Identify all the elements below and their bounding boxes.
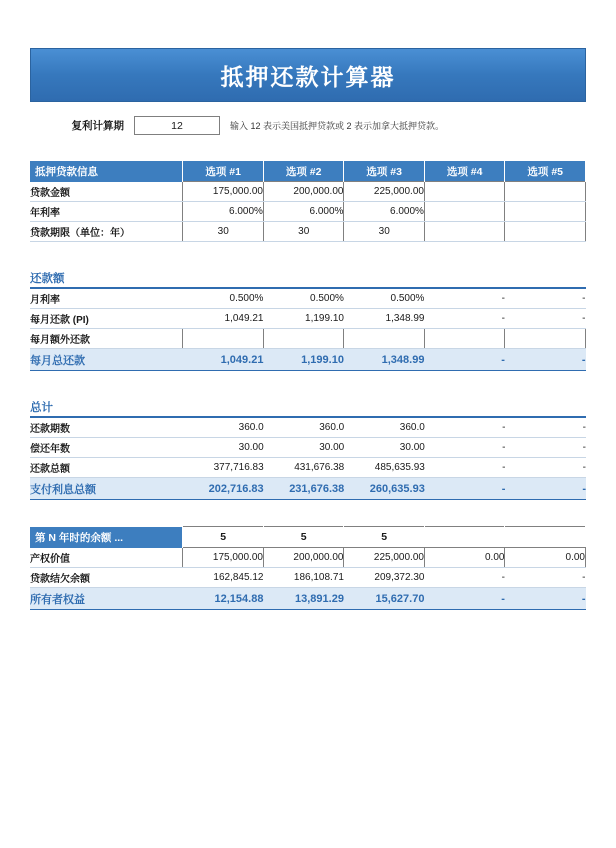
column-header-option-5: 选项 #5 <box>505 161 586 182</box>
spacer-cell <box>425 397 506 417</box>
value-total-interest-2: 231,676.38 <box>264 478 345 500</box>
input-annual-rate-5[interactable] <box>505 202 586 222</box>
input-balance-year-4[interactable] <box>424 527 505 548</box>
input-loan-amount-4[interactable] <box>424 182 505 202</box>
spacer-cell <box>183 397 264 417</box>
value-total-payments-3: 485,635.93 <box>344 458 425 478</box>
value-owner-equity-3: 15,627.70 <box>344 588 425 610</box>
row-label-total-monthly-payment: 每月总还款 <box>30 349 183 371</box>
payment-table <box>30 268 586 371</box>
input-loan-amount-5[interactable] <box>505 182 586 202</box>
input-loan-term-2[interactable]: 30 <box>263 222 344 242</box>
row-label-years-to-payoff: 偿还年数 <box>30 438 183 458</box>
spacer-cell <box>424 268 505 288</box>
value-monthly-rate-2: 0.500% <box>263 288 344 309</box>
value-monthly-payment-5: - <box>505 309 586 329</box>
compound-period-input[interactable]: 12 <box>134 116 220 135</box>
value-loan-balance-3: 209,372.30 <box>344 568 425 588</box>
compound-period-note: 输入 12 表示美国抵押贷款或 2 表示加拿大抵押贷款。 <box>230 121 445 131</box>
input-loan-term-3[interactable]: 30 <box>344 222 425 242</box>
input-annual-rate-3[interactable]: 6.000% <box>344 202 425 222</box>
value-monthly-rate-5: - <box>505 288 586 309</box>
input-loan-term-5[interactable] <box>505 222 586 242</box>
loan-info-table <box>30 161 586 242</box>
row-label-annual-rate: 年利率 <box>30 202 183 222</box>
spacer-cell <box>344 397 425 417</box>
table-row <box>30 568 586 588</box>
value-total-monthly-payment-2: 1,199.10 <box>263 349 344 371</box>
loan-info-header: 抵押贷款信息 <box>30 161 183 182</box>
summary-section-header: 总计 <box>30 397 183 417</box>
value-years-to-payoff-3: 30.00 <box>344 438 425 458</box>
input-extra-payment-4[interactable] <box>424 329 505 349</box>
table-row <box>30 548 586 568</box>
value-monthly-payment-4: - <box>424 309 505 329</box>
summary-table <box>30 397 586 500</box>
value-total-monthly-payment-1: 1,049.21 <box>183 349 264 371</box>
value-total-interest-5: - <box>505 478 586 500</box>
value-total-interest-4: - <box>425 478 506 500</box>
value-total-payments-2: 431,676.38 <box>264 458 345 478</box>
value-owner-equity-5: - <box>505 588 586 610</box>
value-total-payments-4: - <box>425 458 506 478</box>
value-total-monthly-payment-5: - <box>505 349 586 371</box>
value-total-interest-3: 260,635.93 <box>344 478 425 500</box>
input-property-value-2[interactable]: 200,000.00 <box>263 548 344 568</box>
input-balance-year-3[interactable]: 5 <box>344 527 425 548</box>
input-balance-year-5[interactable] <box>505 527 586 548</box>
spacer-cell <box>505 397 586 417</box>
value-number-of-payments-4: - <box>425 417 506 438</box>
spacer-cell <box>183 268 264 288</box>
input-extra-payment-2[interactable] <box>263 329 344 349</box>
table-row <box>30 458 586 478</box>
spacer-cell <box>263 268 344 288</box>
balance-table <box>30 526 586 610</box>
value-total-monthly-payment-3: 1,348.99 <box>344 349 425 371</box>
value-loan-balance-1: 162,845.12 <box>183 568 264 588</box>
value-loan-balance-2: 186,108.71 <box>263 568 344 588</box>
balance-total-row <box>30 588 586 610</box>
column-header-option-1: 选项 #1 <box>183 161 264 182</box>
spacer-cell <box>344 268 425 288</box>
input-loan-amount-2[interactable]: 200,000.00 <box>263 182 344 202</box>
summary-total-row <box>30 478 586 500</box>
column-header-option-2: 选项 #2 <box>263 161 344 182</box>
column-header-option-3: 选项 #3 <box>344 161 425 182</box>
value-years-to-payoff-1: 30.00 <box>183 438 264 458</box>
value-monthly-payment-2: 1,199.10 <box>263 309 344 329</box>
value-total-monthly-payment-4: - <box>424 349 505 371</box>
table-row <box>30 202 586 222</box>
value-years-to-payoff-5: - <box>505 438 586 458</box>
input-extra-payment-3[interactable] <box>344 329 425 349</box>
summary-section-header-row <box>30 397 586 417</box>
payment-total-row <box>30 349 586 371</box>
input-balance-year-2[interactable]: 5 <box>263 527 344 548</box>
input-loan-amount-1[interactable]: 175,000.00 <box>183 182 264 202</box>
table-row <box>30 438 586 458</box>
table-row <box>30 329 586 349</box>
value-loan-balance-5: - <box>505 568 586 588</box>
worksheet-page <box>0 48 616 848</box>
row-label-loan-amount: 贷款金额 <box>30 182 183 202</box>
row-label-number-of-payments: 还款期数 <box>30 417 183 438</box>
spacer-cell <box>264 397 345 417</box>
input-property-value-1[interactable]: 175,000.00 <box>183 548 264 568</box>
input-annual-rate-2[interactable]: 6.000% <box>263 202 344 222</box>
value-monthly-rate-4: - <box>424 288 505 309</box>
page-title-banner <box>30 48 586 102</box>
value-years-to-payoff-2: 30.00 <box>264 438 345 458</box>
input-annual-rate-1[interactable]: 6.000% <box>183 202 264 222</box>
value-total-payments-1: 377,716.83 <box>183 458 264 478</box>
table-row <box>30 288 586 309</box>
table-row <box>30 182 586 202</box>
input-extra-payment-1[interactable] <box>183 329 264 349</box>
row-label-monthly-payment: 每月还款 (PI) <box>30 309 183 329</box>
value-monthly-payment-1: 1,049.21 <box>183 309 264 329</box>
row-label-total-payments: 还款总额 <box>30 458 183 478</box>
payment-section-header-row <box>30 268 586 288</box>
input-loan-term-1[interactable]: 30 <box>183 222 264 242</box>
balance-header: 第 N 年时的余额 ... <box>30 527 183 548</box>
input-property-value-4[interactable]: 0.00 <box>424 548 505 568</box>
value-number-of-payments-5: - <box>505 417 586 438</box>
page-title: 抵押还款计算器 <box>220 63 396 90</box>
row-label-total-interest: 支付利息总额 <box>30 478 183 500</box>
value-owner-equity-4: - <box>424 588 505 610</box>
row-label-loan-balance: 贷款结欠余额 <box>30 568 183 588</box>
value-monthly-rate-1: 0.500% <box>183 288 264 309</box>
compound-period-row <box>30 116 586 135</box>
value-monthly-rate-3: 0.500% <box>344 288 425 309</box>
input-property-value-5[interactable]: 0.00 <box>505 548 586 568</box>
value-monthly-payment-3: 1,348.99 <box>344 309 425 329</box>
row-label-property-value: 产权价值 <box>30 548 183 568</box>
table-row <box>30 309 586 329</box>
value-number-of-payments-3: 360.0 <box>344 417 425 438</box>
input-loan-term-4[interactable] <box>424 222 505 242</box>
balance-header-row <box>30 527 586 548</box>
payment-section-header: 还款额 <box>30 268 183 288</box>
input-loan-amount-3[interactable]: 225,000.00 <box>344 182 425 202</box>
value-number-of-payments-1: 360.0 <box>183 417 264 438</box>
loan-info-header-row <box>30 161 586 182</box>
value-owner-equity-1: 12,154.88 <box>183 588 264 610</box>
table-row <box>30 222 586 242</box>
row-label-monthly-rate: 月利率 <box>30 288 183 309</box>
table-row <box>30 417 586 438</box>
spacer-cell <box>505 268 586 288</box>
row-label-loan-term: 贷款期限（单位：年） <box>30 222 183 242</box>
input-property-value-3[interactable]: 225,000.00 <box>344 548 425 568</box>
value-owner-equity-2: 13,891.29 <box>263 588 344 610</box>
column-header-option-4: 选项 #4 <box>424 161 505 182</box>
value-total-payments-5: - <box>505 458 586 478</box>
compound-period-label: 复利计算期 <box>71 120 124 132</box>
value-number-of-payments-2: 360.0 <box>264 417 345 438</box>
value-years-to-payoff-4: - <box>425 438 506 458</box>
input-balance-year-1[interactable]: 5 <box>183 527 264 548</box>
value-total-interest-1: 202,716.83 <box>183 478 264 500</box>
value-loan-balance-4: - <box>424 568 505 588</box>
input-extra-payment-5[interactable] <box>505 329 586 349</box>
input-annual-rate-4[interactable] <box>424 202 505 222</box>
row-label-owner-equity: 所有者权益 <box>30 588 183 610</box>
row-label-extra-payment: 每月额外还款 <box>30 329 183 349</box>
